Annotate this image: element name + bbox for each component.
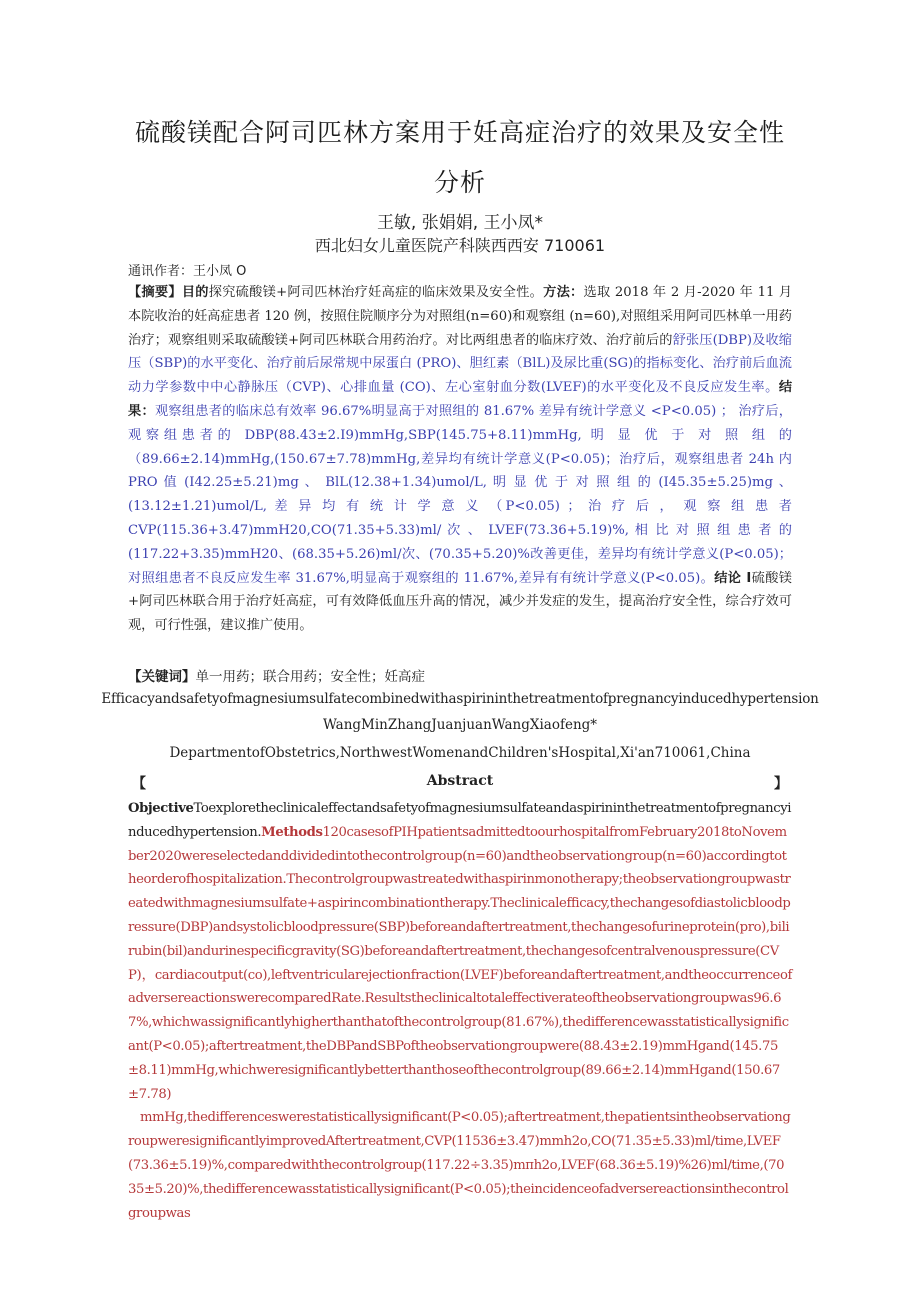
right-bracket: 】 (774, 776, 788, 792)
en-objective-text: Toexploretheclinicaleffectandsafetyofmagnesiumsulfateandaspirininthetreatmentofpregnancyinducedhypertension. (128, 801, 792, 840)
en-methods-text: 120casesofPIHpatientsadmittedtoourhospitalfromFebruary2018toNovember2020wereselectedanddividedintothecontrolgroup(n=60)andtheobservationgroup(n=60)accordingtotheorderofhospitalization.Thecontrolgroupwastreatedwithaspirinmonotherapy;theobservationgroupwastreatedwithmagnesiumsulfate+aspirincombinationtherapy.Theclinicalefficacy,thechangesofdiastolicbloodpressure(DBP)andsystolicbloodpressure(SBP)beforeandaftertreatment,thechangesofurineprotein(pro),bilirubin(bil)andurinespecificgravity(SG)beforeandaftertreatment,thechangesofcentralvenouspressure(CVP)，cardiacoutput(co),leftventricularejectionfraction(LVEF)beforeandaftertreatment,andtheoccurrenceofadversereactionswerecomparedRate. (128, 824, 792, 1007)
corresponding-author: 通讯作者：王小凤 O (128, 264, 247, 279)
en-methods-label: Methods (261, 824, 323, 840)
abstract-label: 【摘要】 (128, 285, 182, 300)
keywords (128, 665, 792, 685)
objective-label: 目的 (181, 285, 209, 300)
results-text: 观察组患者的临床总有效率 96.67%明显高于对照组的 81.67% 差异有统计学意义 <P<0.05) ； 治疗后，观察组患者的 DBP(88.43±2.I9)mmHg,SBP(145.75+8.11)mmHg, 明 显 优 于 对 照 组 的 （89.66±2.14)mmHg,(150.67±7.78)mmHg,差异均有统计学意义(P<0.05)；治疗后，观察组患者 24h 内 PRO 值 (I42.25±5.21)mg 、 BlL(12.38+1.34)umol∕L, 明 显 优 于 对 照 组 的 (I45.35±5.25)mg 、(13.12±1.21)umol∕L, 差 异 均 有 统 计 学 意 义 （P<0.05) ； 治 疗 后 ， 观 察 组 患 者 CVP(115.36+3.47)mmH20,CO(71.35+5.33)ml/ 次 、 LVEF(73.36+5.19)%, 相 比 对 照 组 患 者 的 (117.22+3.35)mmH20、(68.35+5.26)ml/次、(70.35+5.20)%改善更佳，差异均有统计学意义(P<0.05)；对照组患者不良反应发生率 31.67%,明显高于观察组的 11.67%,差异有有统计学意义(P<0.05)。 (128, 403, 792, 586)
keywords-label: 【关键词】 (128, 669, 196, 685)
en-results-text-continued: mmHg,thedifferenceswerestatisticallysignificant(P<0.05);aftertreatment,thepatientsintheobservationgroupweresignificantlyimprovedAftertreatment,CVP(11536±3.47)mmh2o,CO(71.35±5.33)ml/time,LVEF(73.36±5.19)%,comparedwiththecontrolgroup(117.22÷3.35)mπh2o,LVEF(68.36±5.19)%26)ml/time,(7035±5.20)%,thedifferencewasstatisticallysignificant(P<0.05);theincidenceofadversereactionsinthecontrolgroupwas (128, 1110, 791, 1221)
paper-title-line-1: 硫酸镁配合阿司匹林方案用于妊高症治疗的效果及安全性 (134, 118, 785, 147)
english-department: DepartmentofObstetrics,NorthwestWomenandChildren'sHospital,Xi'an710061,China (169, 745, 751, 761)
authors: 王敏, 张娟娟, 王小凤* (376, 213, 544, 233)
conclusion-text: 硫酸镁+阿司匹林联合用于治疗妊高症，可有效降低血压升高的情况，减少并发症的发生，提高治疗安全性，综合疗效可观，可行性强，建议推广使用。 (128, 570, 792, 634)
conclusion-label: 结论 I (714, 570, 752, 586)
en-objective-label: Objective (128, 801, 194, 816)
paper-title-line-2: 分析 (433, 168, 486, 197)
keywords-text: 单一用药；联合用药；安全性；妊高症 (195, 669, 425, 685)
methods-label: 方法： (543, 285, 584, 300)
english-abstract (128, 797, 792, 1225)
objective-text: 探究硫酸镁+阿司匹林治疗妊高症的临床效果及安全性。 (208, 285, 544, 300)
english-title: Efficacyandsafetyofmagnesiumsulfatecombinedwithaspirininthetreatmentofpregnancyinducedhypertension (101, 691, 819, 707)
methods-measures-text: 舒张压(DBP)及收缩压（SBP)的水平变化、治疗前后尿常规中尿蛋白 (PRO)、胆红素（BlL)及尿比重(SG)的指标变化、治疗前后血流动力学参数中中心静脉压（CVP)、心排血量 (CO)、左心室射血分数(LVEF)的水平变化及不良反应发生率。 (128, 332, 792, 396)
chinese-abstract (128, 281, 792, 638)
affiliation: 西北妇女儿童医院产科陕西西安 710061 (314, 236, 606, 255)
left-bracket: 【 (132, 776, 146, 792)
english-authors: WangMinZhangJuanjuanWangXiaofeng* (322, 717, 598, 733)
en-results-text: Resultstheclinicaltotaleffectiverateoftheobservationgroupwas96.67%,whichwassignificantlyhigherthanthatofthecontrolgroup(81.67%),thedifferencewasstatisticallysignificant(P<0.05);aftertreatment,theDBPandSBPoftheobservationgroupwere(88.43±2.19)mmHgand(145.75±8.11)mmHg,whichweresignificantlybetterthanthoseofthecontrolgroup(89.66±2.14)mmHgand(150.67±7.78) (128, 991, 789, 1102)
methods-text: 选取 2018 年 2 月-2020 年 11 月本院收治的妊高症患者 120 例，按照住院顺序分为对照组(n=60)和观察组 (n=60),对照组采用阿司匹林单一用药治疗；观察组则采取硫酸镁+阿司匹林联合用药治疗。对比两组患者的临床疗效、治疗前后的 (128, 285, 793, 348)
abstract-heading: Abstract (426, 773, 494, 789)
results-label: 结果： (128, 380, 792, 419)
